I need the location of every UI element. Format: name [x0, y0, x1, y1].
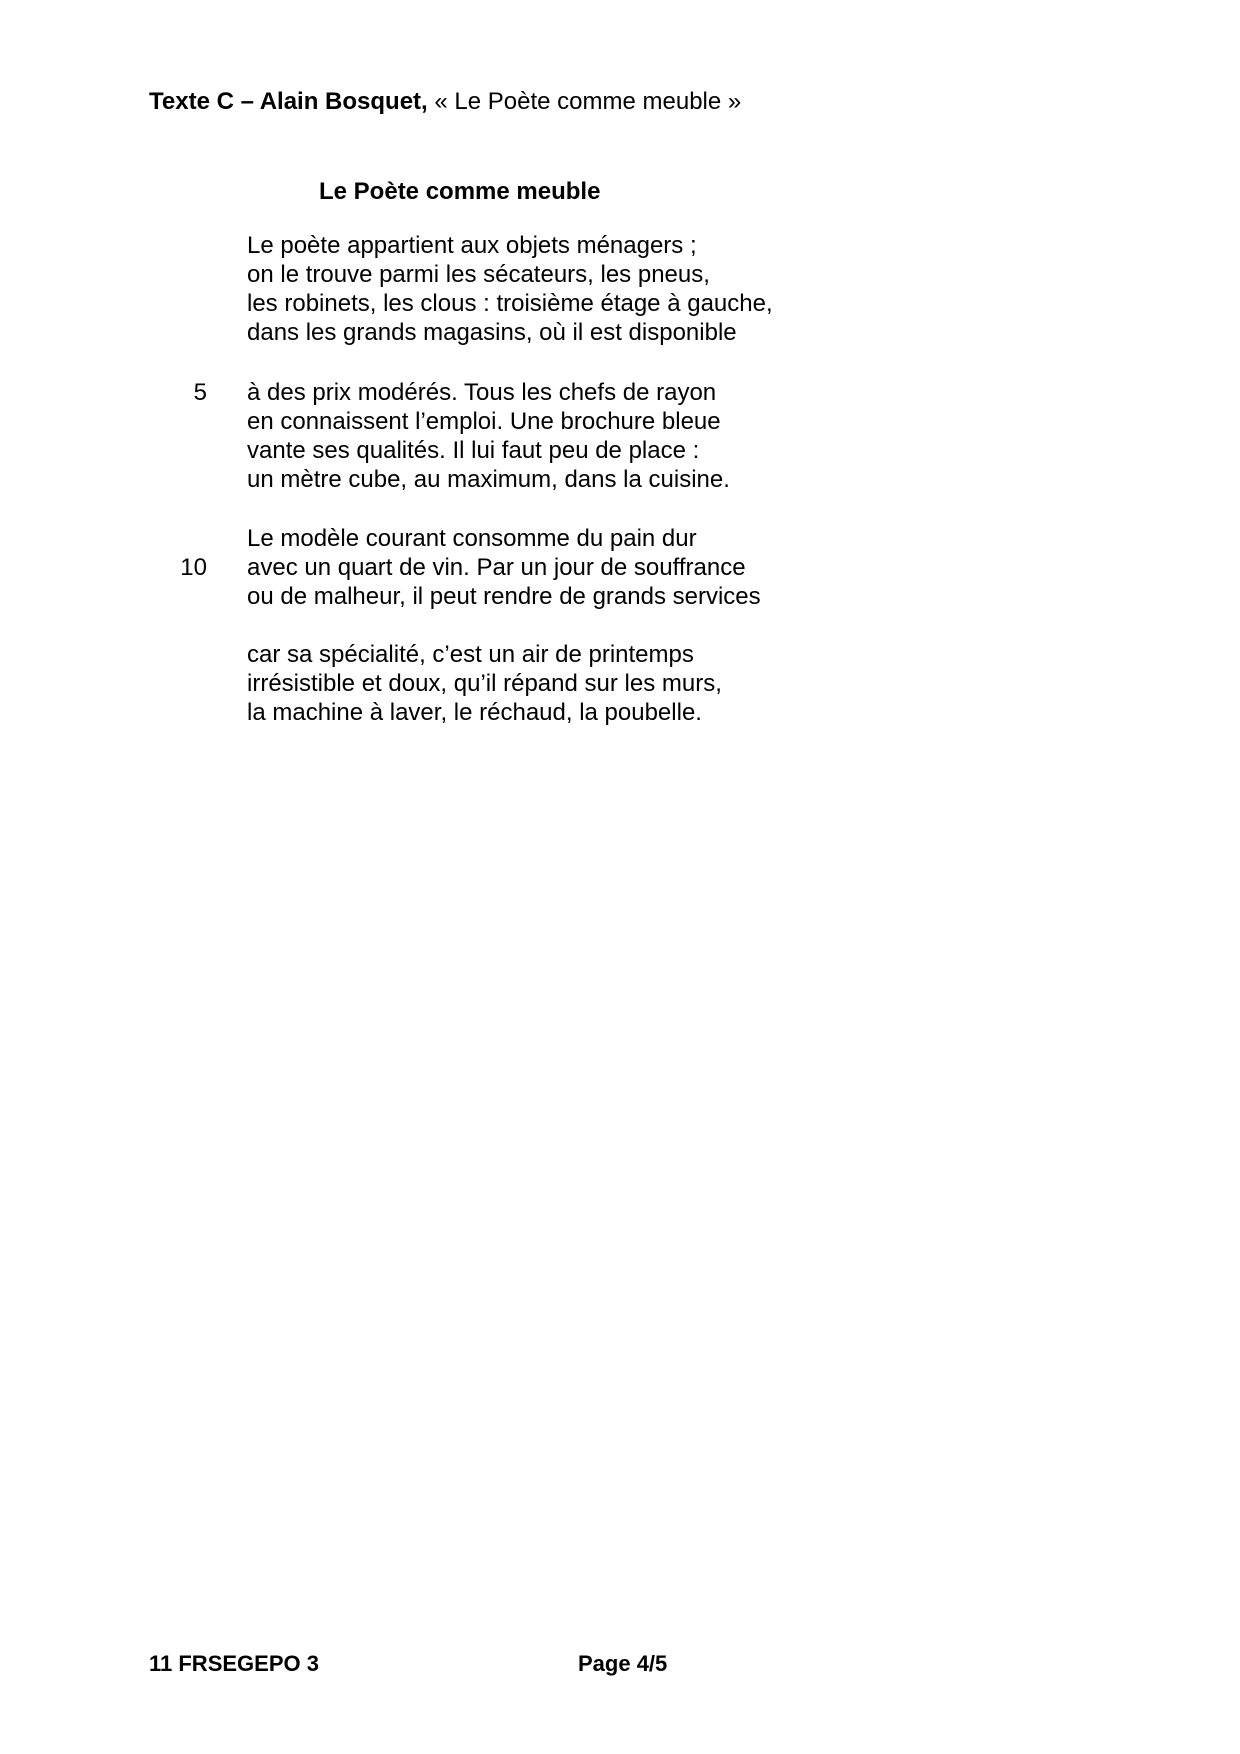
poem-line: les robinets, les clous : troisième étage à gauche,: [247, 290, 773, 317]
text-heading-label: Texte C – Alain Bosquet,: [149, 88, 428, 115]
poem-line: dans les grands magasins, où il est disponible: [247, 319, 737, 346]
footer-page-number: Page 4/5: [578, 1651, 668, 1676]
poem-line: irrésistible et doux, qu’il répand sur les murs,: [247, 670, 722, 697]
poem-line: vante ses qualités. Il lui faut peu de place :: [247, 437, 700, 464]
poem-line: car sa spécialité, c’est un air de printemps: [247, 641, 694, 668]
poem-line: un mètre cube, au maximum, dans la cuisine.: [247, 466, 730, 493]
poem-line: avec un quart de vin. Par un jour de souffrance: [247, 554, 746, 581]
stanza-1: [247, 231, 773, 347]
poem-line: à des prix modérés. Tous les chefs de rayon: [247, 379, 717, 406]
stanza-4: [247, 640, 722, 727]
line-number-10: 10: [180, 554, 207, 581]
stanza-2: [247, 378, 730, 494]
poem-line: ou de malheur, il peut rendre de grands services: [247, 583, 761, 610]
poem-line: la machine à laver, le réchaud, la poubelle.: [247, 699, 702, 726]
poem-title: Le Poète comme meuble: [319, 178, 601, 205]
text-heading-quoted-title: « Le Poète comme meuble »: [434, 88, 742, 115]
text-heading: [149, 88, 741, 116]
poem-line: Le poète appartient aux objets ménagers ;: [247, 232, 697, 259]
footer-exam-code: 11 FRSEGEPO 3: [149, 1651, 319, 1676]
poem-line: on le trouve parmi les sécateurs, les pneus,: [247, 261, 710, 288]
line-number-5: 5: [193, 379, 207, 406]
poem-line: Le modèle courant consomme du pain dur: [247, 525, 697, 552]
poem-line: en connaissent l’emploi. Une brochure bleue: [247, 408, 721, 435]
stanza-3: [247, 524, 761, 611]
